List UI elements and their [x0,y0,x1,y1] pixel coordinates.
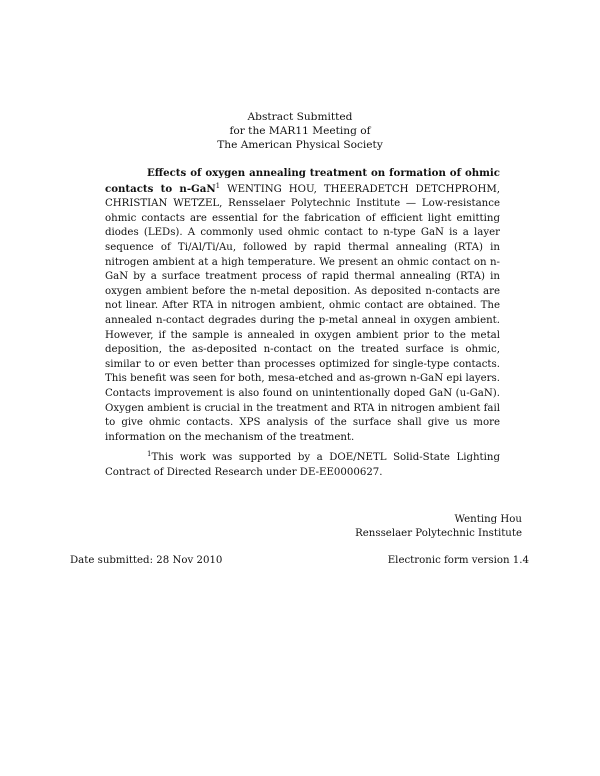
signature-institution: Rensselaer Polytechnic Institute [355,528,522,539]
abstract-body: Low-resistance ohmic contacts are essential for the fabrication of efficient light emitting diodes (LEDs). A commonly used ohmic contact to n-type GaN is a layer sequence of Ti/Al/Ti/Au, followed by rapid thermal annealing (RTA) in nitrogen ambient at a high temperature. We present an ohmic contact on n-GaN by a surface treatment process of rapid thermal annealing (RTA) in oxygen ambient before the n-metal deposition. As deposited n-contacts are not linear. After RTA in nitrogen ambient, ohmic contact are obtained. The annealed n-contact degrades during the p-metal anneal in oxygen ambient. However, if the sample is annealed in oxygen ambient prior to the metal deposition, the as-deposited n-contact on the treated surface is ohmic, similar to or even better than processes optimized for single-type contacts. This benefit was seen for both, mesa-etched and as-grown n-GaN epi layers. Contacts improvement is also found on unintentionally doped GaN (u-GaN). Oxygen ambient is crucial in the treatment and RTA in nitrogen ambient fail to give ohmic contacts. XPS analysis of the surface shall give us more information on the mechanism of the treatment. [105,198,500,443]
signature-name: Wenting Hou [454,514,522,525]
signature-block [300,513,522,541]
footnote-mark: 1 [147,450,152,459]
footnote-text: This work was supported by a DOE/NETL Solid-State Lighting Contract of Directed Research under DE-EE0000627. [105,452,500,478]
abstract-authors: WENTING HOU, THEERADETCH DETCHPROHM, CHRISTIAN WETZEL, Rensselaer Polytechnic Institute [105,183,500,210]
abstract-paragraph [105,166,500,445]
header-line-meeting: for the MAR11 Meeting of [229,125,371,137]
form-version: Electronic form version 1.4 [387,555,529,566]
submission-header [0,110,600,152]
footnote [105,451,500,480]
abstract-separator: — [405,198,417,210]
header-line-abstract-submitted: Abstract Submitted [247,111,353,123]
header-line-society: The American Physical Society [217,139,383,151]
title-footnote-mark: 1 [215,181,221,190]
abstract-title: Effects of oxygen annealing treatment on formation of ohmic contacts to n-GaN [105,167,500,195]
abstract-block [105,166,500,480]
date-submitted: Date submitted: 28 Nov 2010 [70,555,223,566]
